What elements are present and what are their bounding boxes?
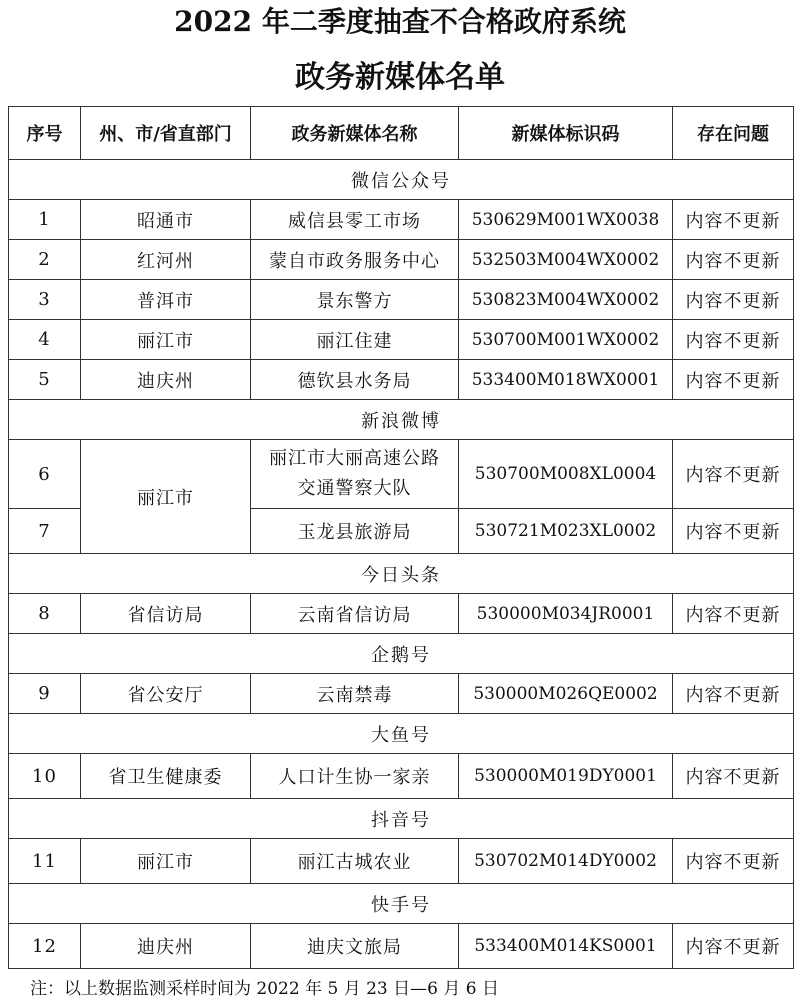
row-index: 11 [9,839,81,884]
row-issue: 内容不更新 [673,594,794,634]
row-media-name [251,440,459,509]
row-index: 7 [9,509,81,554]
row-media-code: 530000M019DY0001 [459,754,673,799]
table-row [9,924,794,969]
table-row [9,674,794,714]
row-index: 3 [9,280,81,320]
row-department: 普洱市 [81,280,251,320]
row-department: 省卫生健康委 [81,754,251,799]
row-media-name: 威信县零工市场 [251,200,459,240]
row-media-name: 德钦县水务局 [251,360,459,400]
header-index: 序号 [9,107,81,160]
row-media-code: 530721M023XL0002 [459,509,673,554]
header-media-name: 政务新媒体名称 [251,107,459,160]
row-issue: 内容不更新 [673,440,794,509]
section-weibo: 新浪微博 [9,400,794,440]
media-name-line: 交通警察大队 [297,478,412,499]
row-index: 6 [9,440,81,509]
row-media-code: 530823M004WX0002 [459,280,673,320]
row-media-name: 云南禁毒 [251,674,459,714]
media-name-line: 丽江市大丽高速公路 [269,448,440,469]
section-toutiao: 今日头条 [9,554,794,594]
row-media-code: 533400M014KS0001 [459,924,673,969]
row-issue: 内容不更新 [673,200,794,240]
row-media-name: 人口计生协一家亲 [251,754,459,799]
table-row [9,440,794,509]
row-media-code: 530702M014DY0002 [459,839,673,884]
row-issue: 内容不更新 [673,839,794,884]
row-department: 丽江市 [81,320,251,360]
table-row [9,200,794,240]
media-list-table [8,106,794,969]
row-index: 9 [9,674,81,714]
row-media-name: 景东警方 [251,280,459,320]
row-issue: 内容不更新 [673,674,794,714]
header-issue: 存在问题 [673,107,794,160]
section-douyin: 抖音号 [9,799,794,839]
row-department: 省信访局 [81,594,251,634]
header-department: 州、市/省直部门 [81,107,251,160]
row-department: 迪庆州 [81,360,251,400]
document-title: 2022 年二季度抽查不合格政府系统 [174,5,626,38]
row-issue: 内容不更新 [673,754,794,799]
row-media-name: 玉龙县旅游局 [251,509,459,554]
footnote: 注：以上数据监测采样时间为 2022 年 5 月 23 日—6 月 6 日 [30,979,499,999]
row-media-code: 530629M001WX0038 [459,200,673,240]
row-media-name: 丽江住建 [251,320,459,360]
row-issue: 内容不更新 [673,240,794,280]
section-wechat: 微信公众号 [9,160,794,200]
row-department: 丽江市 [81,440,251,554]
row-media-code: 530700M001WX0002 [459,320,673,360]
row-department: 省公安厅 [81,674,251,714]
row-index: 1 [9,200,81,240]
row-index: 10 [9,754,81,799]
table-row [9,280,794,320]
row-media-code: 530700M008XL0004 [459,440,673,509]
row-media-name: 蒙自市政务服务中心 [251,240,459,280]
row-media-name: 云南省信访局 [251,594,459,634]
row-index: 12 [9,924,81,969]
row-issue: 内容不更新 [673,320,794,360]
row-index: 4 [9,320,81,360]
row-media-name: 丽江古城农业 [251,839,459,884]
header-media-code: 新媒体标识码 [459,107,673,160]
table-row [9,240,794,280]
row-media-code: 533400M018WX0001 [459,360,673,400]
row-department: 红河州 [81,240,251,280]
row-media-name: 迪庆文旅局 [251,924,459,969]
row-media-code: 530000M026QE0002 [459,674,673,714]
row-issue: 内容不更新 [673,509,794,554]
row-media-code: 530000M034JR0001 [459,594,673,634]
section-kuaishou: 快手号 [9,884,794,924]
table-row [9,360,794,400]
row-index: 5 [9,360,81,400]
row-department: 迪庆州 [81,924,251,969]
table-row [9,320,794,360]
row-media-code: 532503M004WX0002 [459,240,673,280]
table-header-row [9,107,794,160]
row-index: 2 [9,240,81,280]
table-row [9,839,794,884]
row-department: 丽江市 [81,839,251,884]
row-department: 昭通市 [81,200,251,240]
table-row [9,754,794,799]
row-issue: 内容不更新 [673,924,794,969]
section-dayu: 大鱼号 [9,714,794,754]
section-qq: 企鹅号 [9,634,794,674]
row-issue: 内容不更新 [673,280,794,320]
table-row [9,594,794,634]
row-issue: 内容不更新 [673,360,794,400]
row-index: 8 [9,594,81,634]
document-subtitle: 政务新媒体名单 [295,60,505,95]
